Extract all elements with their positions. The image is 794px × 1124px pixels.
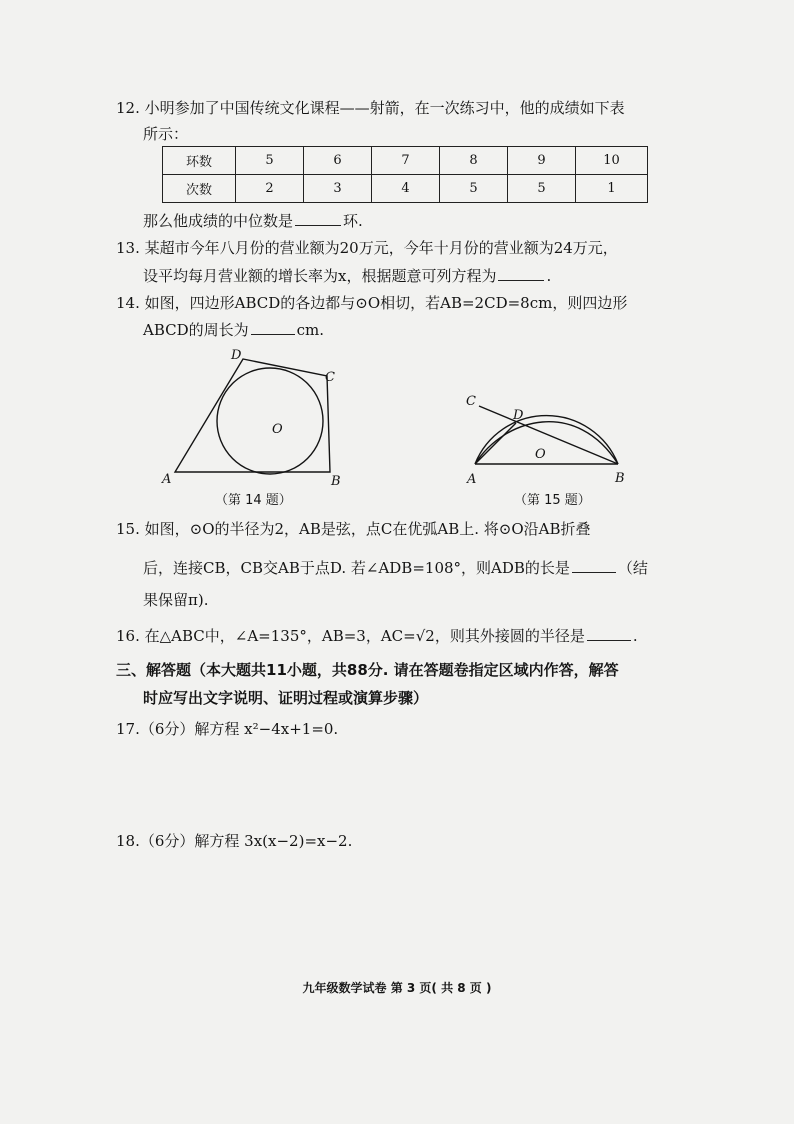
q15-text-end: （结 (617, 559, 648, 577)
table-row (163, 147, 648, 175)
q13-text-end: . (546, 267, 552, 285)
table-cell: 9 (508, 147, 576, 175)
answer-blank (251, 320, 295, 335)
label-b: B (615, 471, 625, 486)
q14-text: ABCD的周长为 (143, 321, 249, 339)
q18-line: 18.（6分）解方程 3x(x−2)=x−2. (116, 832, 353, 850)
answer-blank (572, 558, 616, 573)
table-header-times: 次数 (163, 175, 236, 203)
table-cell: 3 (304, 175, 372, 203)
table-header-rings: 环数 (163, 147, 236, 175)
table-cell: 6 (304, 147, 372, 175)
q14-text-end: cm. (296, 321, 325, 339)
q15-line1: 15. 如图，⊙O的半径为2，AB是弦，点C在优弧AB上. 将⊙O沿AB折叠 (116, 520, 591, 538)
section-3-heading-cont: 时应写出文字说明、证明过程或演算步骤） (143, 689, 429, 707)
q14-line1: 14. 如图，四边形ABCD的各边都与⊙O相切，若AB=2CD=8cm，则四边形 (116, 294, 628, 312)
table-cell: 5 (508, 175, 576, 203)
section-3-heading: 三、解答题（本大题共11小题，共88分. 请在答题卷指定区域内作答，解答 (116, 661, 619, 679)
q16-text-end: . (632, 627, 638, 645)
label-a: A (467, 472, 477, 487)
label-c: C (325, 370, 335, 385)
q15-line2 (143, 558, 648, 578)
quadrilateral-abcd (175, 359, 330, 472)
table-cell: 10 (576, 147, 648, 175)
label-d: D (513, 408, 524, 423)
q12-text-end: 环. (343, 212, 363, 230)
q16-line (116, 626, 638, 646)
answer-blank (498, 266, 544, 281)
table-cell: 7 (372, 147, 440, 175)
table-cell: 5 (440, 175, 508, 203)
table-cell: 5 (236, 147, 304, 175)
segment-ad (475, 423, 516, 464)
label-o: O (272, 422, 283, 437)
q13-line2 (143, 266, 551, 286)
q16-text: 16. 在△ABC中，∠A=135°，AB=3，AC=√2，则其外接圆的半径是 (116, 627, 585, 645)
answer-blank (587, 626, 631, 641)
caption-15: （第 15 题） (514, 493, 591, 508)
caption-14: （第 14 题） (215, 493, 292, 508)
answer-blank (295, 211, 341, 226)
table-cell: 2 (236, 175, 304, 203)
table-cell: 4 (372, 175, 440, 203)
q13-line1: 13. 某超市今年八月份的营业额为20万元，今年十月份的营业额为24万元， (116, 239, 618, 257)
q12-line2: 所示： (143, 125, 189, 143)
q12-text: 那么他成绩的中位数是 (143, 212, 294, 230)
q12-line1: 12. 小明参加了中国传统文化课程——射箭，在一次练习中，他的成绩如下表 (116, 99, 625, 117)
q15-text: 后，连接CB，CB交AB于点D. 若∠ADB=108°，则ADB的长是 (143, 559, 570, 577)
label-b: B (331, 474, 341, 489)
q13-text: 设平均每月营业额的增长率为x，根据题意可列方程为 (143, 267, 497, 285)
q12-line3 (143, 211, 363, 231)
table-cell: 1 (576, 175, 648, 203)
figure-15 (450, 345, 640, 495)
figure-14 (150, 345, 360, 495)
q15-line3: 果保留π). (143, 591, 209, 609)
label-a: A (162, 472, 172, 487)
label-o: O (535, 447, 546, 462)
inscribed-circle (217, 368, 323, 474)
score-table (162, 146, 648, 203)
q14-line2 (143, 320, 324, 340)
table-cell: 8 (440, 147, 508, 175)
page-footer: 九年级数学试卷 第 3 页( 共 8 页 ) (302, 981, 492, 995)
label-c: C (466, 394, 476, 409)
label-d: D (231, 348, 242, 363)
q17-line: 17.（6分）解方程 x²−4x+1=0. (116, 720, 339, 738)
table-row (163, 175, 648, 203)
